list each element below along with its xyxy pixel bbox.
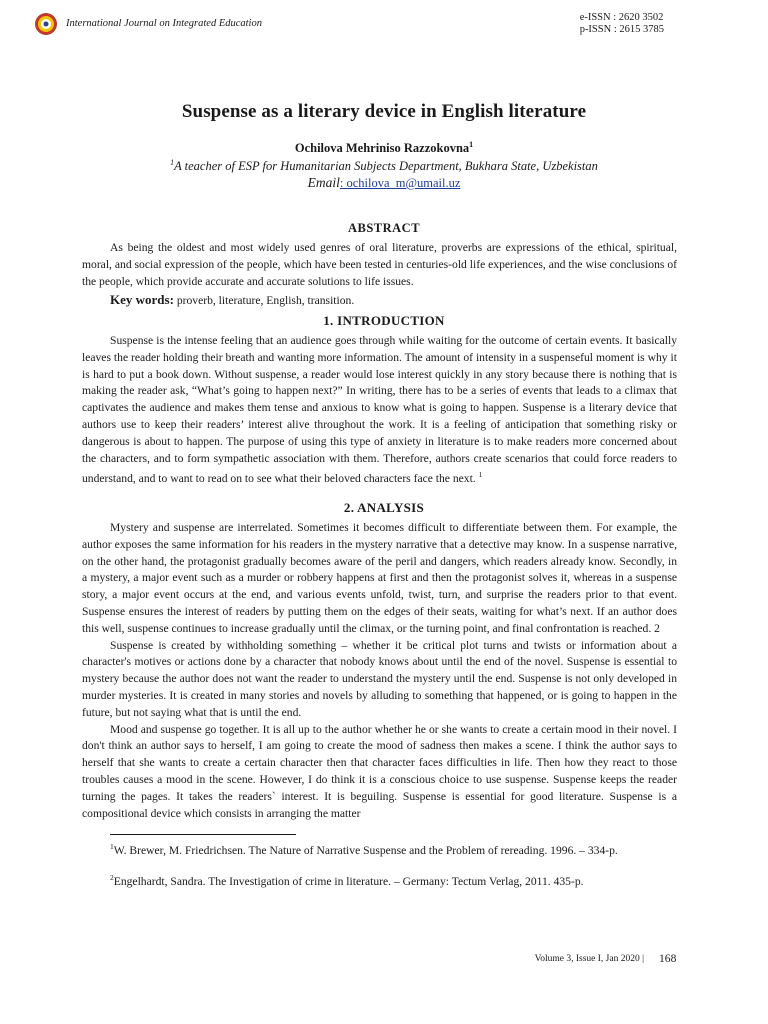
introduction-paragraph xyxy=(82,333,677,488)
author-name: Ochilova Mehriniso Razzokovna xyxy=(294,141,470,156)
author-line xyxy=(0,140,768,156)
keywords-text: proverb, literature, English, transition. xyxy=(173,294,355,307)
footer-volume: Volume 3, Issue I, Jan 2020 | xyxy=(534,954,644,964)
footnote-1 xyxy=(110,842,618,857)
pissn: p-ISSN : 2615 3785 xyxy=(579,24,664,35)
page-number: 168 xyxy=(659,952,677,965)
keywords-line xyxy=(110,292,354,308)
analysis-paragraph-3: Mood and suspense go together. It is all up to the author whether he or she wants to create a certain mood in their novel. I don't think an author says to herself, I am going to create the mood of sadness then makes a scene. I think the author says to herself that she wants to create a certain character then that character faces difficulties in life. Then how they react to those troubles causes a mood in the scene. However, I do think it is a conscious choice to use suspense. Suspense keeps the reader turning the pages. It takes the readers` interest. It is beguiling. Suspense is essential for good literature. Suspense is a compositional device which consists in arranging the matter xyxy=(82,722,677,820)
analysis-paragraph-1: Mystery and suspense are interrelated. Sometimes it becomes difficult to differentiate between them. For example, the author exposes the same information for his readers in the mystery narrative that a detective may know. In a suspense narrative, on the other hand, the protagonist gradually becomes aware of the peril and dangers, which readers already know. Secondly, in a mystery, a major event such as a murder or robbery happens at first and then the protagonist solves it, whereas in a suspense story, a major event occurs at the end, and various events unfold, twist, turn, and surprise the readers prior to that event. Suspense ensures the interest of readers by putting them on the edges of their seats, waiting for what’s next. If an author does this well, suspense continues to increase gradually until the climax, or the turning point, and final confrontation is reached. 2 xyxy=(82,521,677,635)
issn-block xyxy=(580,12,664,36)
affiliation xyxy=(0,158,768,174)
affiliation-text: A teacher of ESP for Humanitarian Subjects Department, Bukhara State, Uzbekistan xyxy=(174,159,598,174)
footnote-2 xyxy=(110,873,584,888)
footnote-2-sup: 2 xyxy=(110,873,114,882)
journal-name: International Journal on Integrated Education xyxy=(66,18,262,29)
affiliation-sup: 1 xyxy=(170,158,175,167)
analysis-body xyxy=(82,520,677,822)
footnote-1-text: W. Brewer, M. Friedrichsen. The Nature of Narrative Suspense and the Problem of rereading. 1996. – 334-p. xyxy=(113,843,618,857)
email-label: Email xyxy=(307,175,340,190)
footnote-2-text: Engelhardt, Sandra. The Investigation of crime in literature. – Germany: Tectum Verlag, 2011. 435-p. xyxy=(113,874,584,888)
journal-logo-icon xyxy=(34,12,58,36)
analysis-heading: 2. ANALYSIS xyxy=(343,500,425,515)
keywords-label: Key words: xyxy=(110,292,174,307)
abstract-heading: ABSTRACT xyxy=(347,221,421,235)
eissn: e-ISSN : 2620 3502 xyxy=(579,12,664,23)
email-link[interactable]: : ochilova_m@umail.uz xyxy=(339,176,461,190)
introduction-heading: 1. INTRODUCTION xyxy=(323,313,445,328)
footnote-ref-1[interactable]: 1 xyxy=(478,470,483,480)
paper-title: Suspense as a literary device in English literature xyxy=(181,101,587,122)
abstract-body xyxy=(82,240,677,290)
author-sup: 1 xyxy=(469,140,474,149)
introduction-text: Suspense is the intense feeling that an audience goes through while waiting for the outcome of certain events. It basically leaves the reader holding their breath and wanting more information. The amount of intensity in a suspenseful moment is why it is hard to put a book down. Without suspense, a reader would lose interest quickly in any story because there is nothing that is making the reader ask, “What’s going to happen next?” In writing, there has to be a series of events that leads to a climax that captivates the audience and makes them tense and anxious to know what is going to happen. Suspense is a literary device that authors use to keep their readers’ interest alive throughout the work. It is a feeling of anticipation that something risky or dangerous is about to happen. The purpose of using this type of anxiety in literature is to make readers more concerned about the characters, and to form sympathetic association with them. Therefore, authors create scenarios that could force readers to understand, and to want to read on to see what their beloved characters face the next. xyxy=(82,334,677,486)
introduction-body xyxy=(82,333,677,488)
analysis-paragraph-2: Suspense is created by withholding something – whether it be critical plot turns and twists or information about a character's motives or actions done by a character that nobody knows about until the end of the novel. Suspense is essential to mystery because the author does not want the reader to understand the mystery until the end. Suspense is not only developed in murder mysteries. It is created in many stories and novels by alluding to something that happened, or is going to happen in the future, but not saying what that is until the end. xyxy=(82,638,677,719)
footnote-1-sup: 1 xyxy=(110,842,114,851)
email-line xyxy=(0,175,768,191)
footnote-divider xyxy=(110,834,296,835)
abstract-text: As being the oldest and most widely used genres of oral literature, proverbs are expressions of the ethical, spiritual, moral, and social expression of the people, which have been tested in centuries-old life experiences, and the wise conclusions of the people, which provide accurate and accurate solutions to life issues. xyxy=(82,241,677,288)
